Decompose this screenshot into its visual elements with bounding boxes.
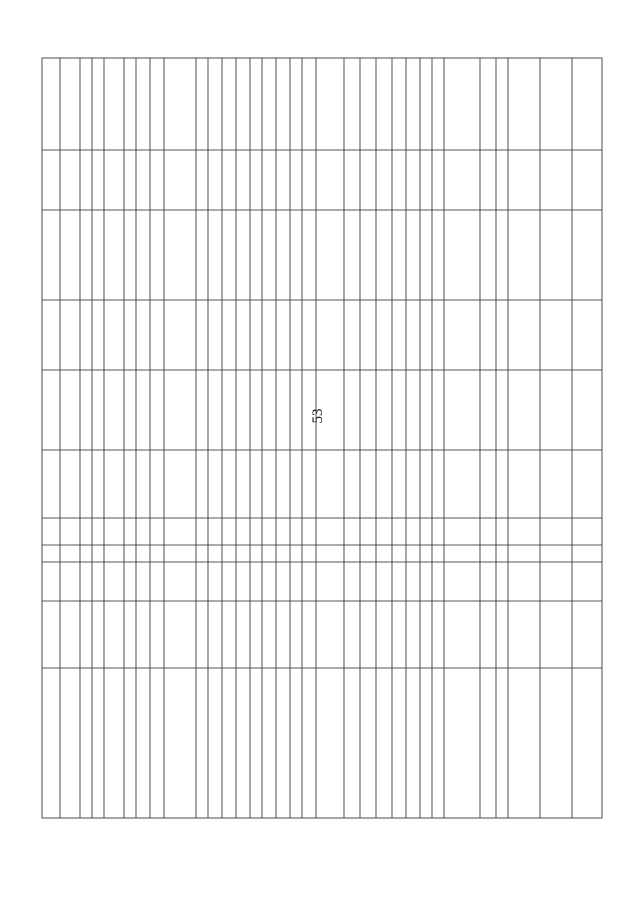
table-grid [42,58,602,818]
page-number: 53 [310,408,326,424]
